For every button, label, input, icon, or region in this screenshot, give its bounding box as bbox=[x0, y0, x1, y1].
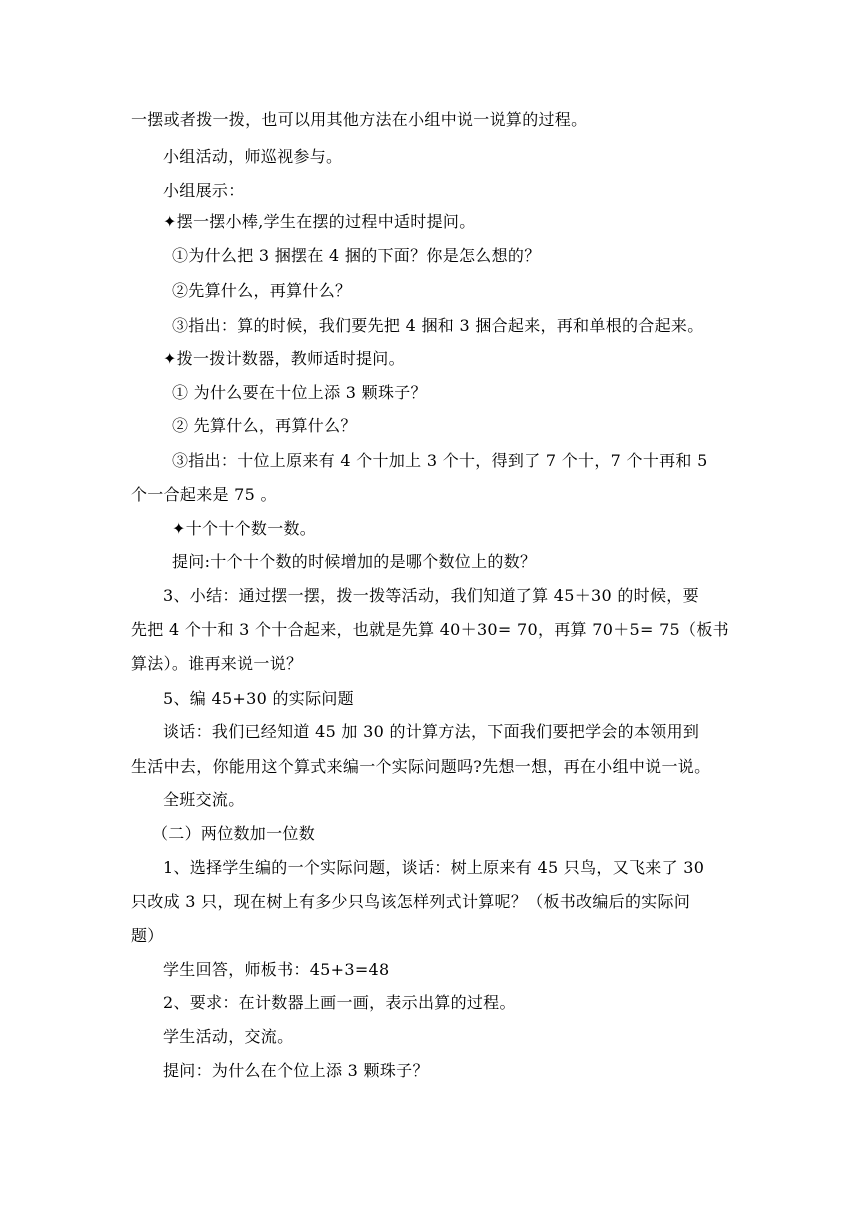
text-line: ③指出：十位上原来有 4 个十加上 3 个十，得到了 7 个十，7 个十再和 5 bbox=[172, 451, 708, 470]
text-line: （二）两位数加一位数 bbox=[152, 824, 316, 843]
text-line: 全班交流。 bbox=[163, 790, 245, 809]
text-line: 3、小结：通过摆一摆，拨一拨等活动，我们知道了算 45＋30 的时候，要 bbox=[163, 586, 699, 605]
text-line: 个一合起来是 75 。 bbox=[131, 485, 277, 504]
text-line: 提问:十个十个数的时候增加的是哪个数位上的数？ bbox=[172, 552, 537, 571]
text-line: ✦摆一摆小棒,学生在摆的过程中适时提问。 bbox=[163, 212, 476, 231]
text-line: 提问：为什么在个位上添 3 颗珠子？ bbox=[163, 1061, 429, 1080]
text-line: 1、选择学生编的一个实际问题，谈话：树上原来有 45 只鸟，又飞来了 30 bbox=[163, 858, 705, 877]
text-line: 先把 4 个十和 3 个十合起来，也就是先算 40＋30= 70，再算 70＋5= 75（板书 bbox=[131, 620, 729, 639]
text-line: ① 为什么要在十位上添 3 颗珠子？ bbox=[172, 383, 427, 402]
text-line: 生活中去，你能用这个算式来编一个实际问题吗?先想一想，再在小组中说一说。 bbox=[131, 757, 711, 776]
text-line: 学生回答，师板书：45+3=48 bbox=[163, 960, 390, 979]
text-line: ①为什么把 3 捆摆在 4 捆的下面？你是怎么想的？ bbox=[172, 246, 541, 265]
text-line: ②先算什么，再算什么？ bbox=[172, 281, 352, 300]
text-line: ✦十个十个数一数。 bbox=[172, 519, 317, 538]
text-line: 算法）。谁再来说一说？ bbox=[131, 654, 303, 673]
text-line: 只改成 3 只，现在树上有多少只鸟该怎样列式计算呢？（板书改编后的实际问 bbox=[131, 892, 691, 911]
text-line: 2、要求：在计数器上画一画，表示出算的过程。 bbox=[163, 993, 516, 1012]
text-line: 5、编 45+30 的实际问题 bbox=[163, 689, 354, 708]
text-line: 一摆或者拨一拨，也可以用其他方法在小组中说一说算的过程。 bbox=[131, 110, 588, 129]
text-line: ③指出：算的时候，我们要先把 4 捆和 3 捆合起来，再和单根的合起来。 bbox=[172, 316, 704, 335]
text-line: 谈话：我们已经知道 45 加 30 的计算方法，下面我们要把学会的本领用到 bbox=[163, 722, 700, 741]
text-line: 题） bbox=[131, 926, 164, 945]
text-line: 学生活动，交流。 bbox=[163, 1027, 294, 1046]
text-line: 小组展示： bbox=[163, 181, 245, 200]
text-line: ② 先算什么，再算什么？ bbox=[172, 416, 357, 435]
text-line: ✦拨一拨计数器，教师适时提问。 bbox=[163, 349, 405, 368]
text-line: 小组活动，师巡视参与。 bbox=[163, 147, 343, 166]
